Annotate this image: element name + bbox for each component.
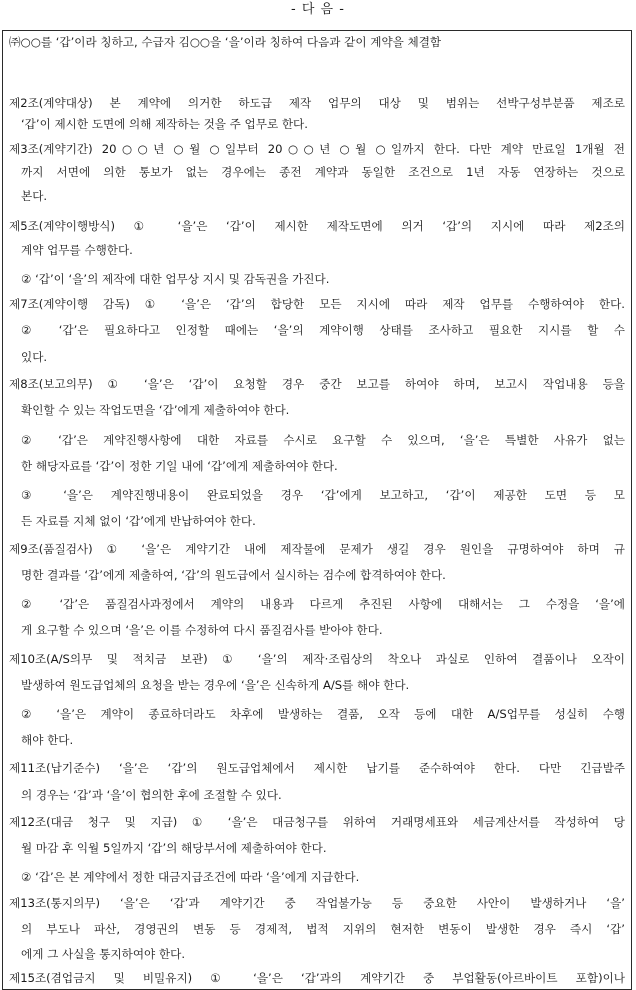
article-5-line-2: 계약 업무를 수행한다.: [21, 243, 133, 257]
article-7-line-1: 제7조(계약이행 감독) ① ‘을’은 ‘갑’의 합당한 모든 지시에 따라 제작 업무를 수행하여야 한다.: [9, 297, 625, 311]
article-5-line-1: 제5조(계약이행방식) ① ‘을’은 ‘갑’이 제시한 제작도면에 의거 ‘갑’의 지시에 따라 제2조의: [9, 219, 625, 233]
article-2-line-1: 제2조(계약대상) 본 계약에 의거한 하도급 제작 업무의 대상 및 범위는 선박구성부분품 제조로: [9, 96, 625, 110]
article-10-clause-2-line-2: 해야 한다.: [21, 733, 74, 747]
article-9-clause-2-line-2: 게 요구할 수 있으며 ‘을’은 이를 수정하여 다시 품질검사를 받아야 한다.: [21, 623, 383, 637]
contract-body: [2, 30, 632, 990]
article-10-line-2: 발생하여 원도급업체의 요청을 받는 경우에 ‘을’은 신속하게 A/S를 해야 한다.: [21, 678, 410, 692]
article-12-line-2: 월 마감 후 익월 5일까지 ‘갑’의 해당부서에 제출하여야 한다.: [21, 841, 327, 855]
article-8-clause-2-line-2: 한 해당자료를 ‘갑’이 정한 기일 내에 ‘갑’에게 제출하여야 한다.: [21, 459, 338, 473]
article-7-clause-2-line-2: 있다.: [21, 350, 48, 364]
article-11-line-2: 의 경우는 ‘갑’과 ‘을’이 협의한 후에 조절할 수 있다.: [21, 788, 282, 802]
article-9-line-2: 명한 결과를 ‘갑’에게 제출하여, ‘갑’의 원도급에서 실시하는 검수에 합격하여야 한다.: [21, 568, 446, 582]
article-8-clause-3-line-2: 든 자료를 지체 없이 ‘갑’에게 반납하여야 한다.: [21, 514, 256, 528]
article-2-line-2: ‘갑’이 제시한 도면에 의해 제작하는 것을 주 업무로 한다.: [21, 117, 308, 131]
article-7-clause-2-line-1: ② ‘갑’은 필요하다고 인정할 때에는 ‘을’의 계약이행 상태를 조사하고 필요한 지시를 할 수: [21, 323, 625, 337]
article-3-line-2: 까지 서면에 의한 통보가 없는 경우에는 종전 계약과 동일한 조건으로 1년 자동 연장하는 것으로: [21, 165, 625, 179]
article-5-clause-2: ② ‘갑’이 ‘을’의 제작에 대한 업무상 지시 및 감독권을 가진다.: [21, 272, 330, 286]
intro-line: ㈜○○를 ‘갑’이라 칭하고, 수급자 김○○을 ‘을’이라 칭하여 다음과 같이 계약을 체결함: [9, 35, 442, 49]
article-8-line-2: 확인할 수 있는 작업도면을 ‘갑’에게 제출하여야 한다.: [21, 403, 290, 417]
article-13-line-2: 의 부도나 파산, 경영권의 변동 등 경제적, 법적 지위의 현저한 변동이 발생한 경우 즉시 ‘갑’: [21, 922, 625, 936]
article-8-line-1: 제8조(보고의무) ① ‘을’은 ‘갑’이 요청할 경우 중간 보고를 하여야 하며, 보고시 작업내용 등을: [9, 377, 625, 391]
document-heading: - 다 음 -: [291, 2, 345, 17]
article-10-clause-2-line-1: ② ‘을’은 계약이 종료하더라도 차후에 발생하는 결품, 오작 등에 대한 A/S업무를 성실히 수행: [21, 707, 625, 721]
article-3-line-3: 본다.: [21, 189, 48, 203]
article-8-clause-3-line-1: ③ ‘을’은 계약진행내용이 완료되었을 경우 ‘갑’에게 보고하고, ‘갑’이 제공한 도면 등 모: [21, 488, 625, 502]
article-13-line-3: 에게 그 사실을 통지하여야 한다.: [21, 947, 186, 961]
article-9-clause-2-line-1: ② ‘갑’은 품질검사과정에서 계약의 내용과 다르게 추진된 사항에 대해서는 그 수정을 ‘을’에: [21, 597, 625, 611]
article-12-line-1: 제12조(대금 청구 및 지급) ① ‘을’은 대금청구를 위하여 거래명세표와 세금계산서를 작성하여 당: [9, 815, 625, 829]
article-15-line-1: 제15조(겸업금지 및 비밀유지) ① ‘을’은 ‘갑’과의 계약기간 중 부업활동(아르바이트 포함)이나: [9, 971, 625, 985]
article-8-clause-2-line-1: ② ‘갑’은 계약진행사항에 대한 자료를 수시로 요구할 수 있으며, ‘을’은 특별한 사유가 없는: [21, 433, 625, 447]
article-10-line-1: 제10조(A/S의무 및 적치금 보관) ① ‘을’의 제작·조립상의 착오나 과실로 인하여 결품이나 오작이: [9, 652, 625, 666]
article-3-line-1: 제3조(계약기간) 20○○년 ○월 ○일부터 20○○년 ○월 ○일까지 한다. 다만 계약 만료일 1개월 전: [9, 142, 625, 156]
article-11-line-1: 제11조(납기준수) ‘을’은 ‘갑’의 원도급업체에서 제시한 납기를 준수하여야 한다. 다만 긴급발주: [9, 761, 625, 775]
article-9-line-1: 제9조(품질검사) ① ‘을’은 계약기간 내에 제작물에 문제가 생길 경우 원인을 규명하여야 하며 규: [9, 542, 625, 556]
article-12-clause-2: ② ‘갑’은 본 계약에서 정한 대금지급조건에 따라 ‘을’에게 지급한다.: [21, 870, 360, 884]
article-13-line-1: 제13조(통지의무) ‘을’은 ‘갑’과 계약기간 중 작업불가능 등 중요한 사안이 발생하거나 ‘을’: [9, 896, 625, 910]
